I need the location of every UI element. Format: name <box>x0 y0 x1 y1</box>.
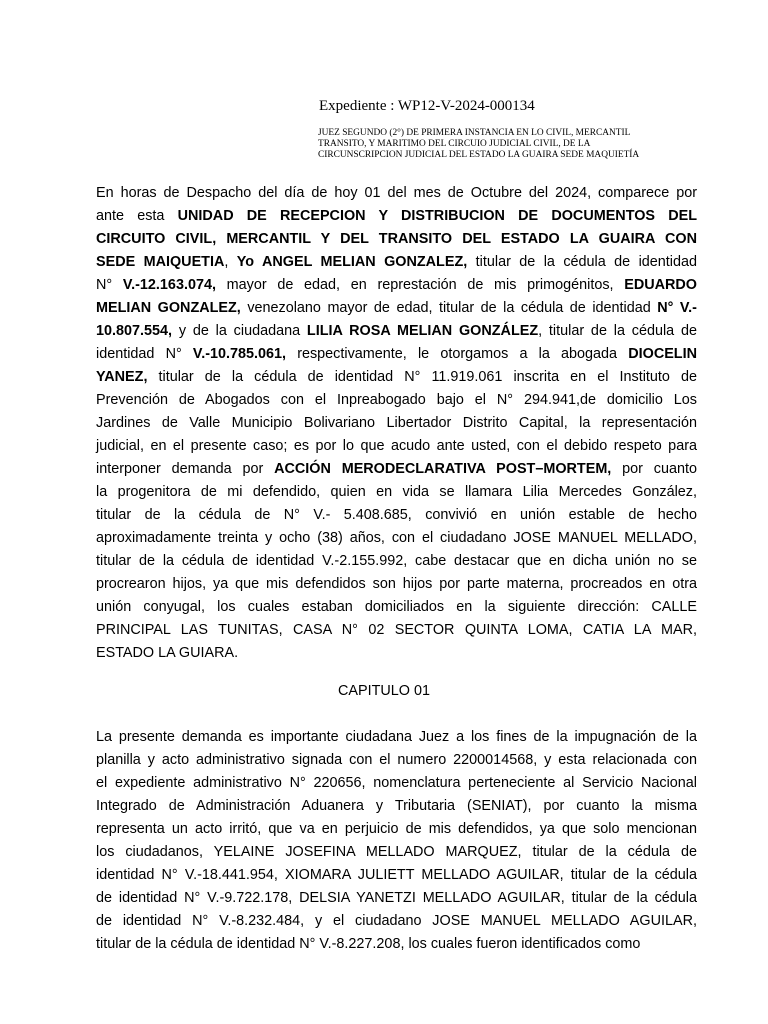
text-run: titular de la cédula de identidad <box>467 254 698 270</box>
text-run: por cuanto <box>611 461 697 477</box>
text-line <box>96 887 697 910</box>
case-number: Expediente : WP12-V-2024-000134 <box>319 98 535 114</box>
text-line <box>96 726 697 749</box>
text-line <box>96 619 697 642</box>
court-heading <box>318 128 718 161</box>
text-run: unión conyugal, los cuales estaban domiciliados en la siguiente dirección: CALLE <box>96 599 697 615</box>
bold-text-run: V.-10.785.061, <box>192 346 287 362</box>
text-line <box>96 458 697 481</box>
text-line <box>96 573 697 596</box>
impugnation-paragraph <box>96 726 697 956</box>
text-line <box>96 527 697 550</box>
text-line <box>96 504 697 527</box>
text-run: titular de la cédula de identidad N° V.-8.227.208, los cuales fueron identificados como <box>96 936 641 952</box>
text-run: , <box>224 254 237 270</box>
text-run: identidad N° <box>96 346 193 362</box>
text-run: N° <box>96 277 123 293</box>
court-heading-line: CIRCUNSCRIPCION JUDICIAL DEL ESTADO LA GUAIRA SEDE MAQUIETÍA <box>318 150 640 160</box>
text-run: los ciudadanos, YELAINE JOSEFINA MELLADO MARQUEZ, titular de la cédula de <box>96 844 697 860</box>
bold-text-run: EDUARDO <box>624 277 697 293</box>
text-line <box>96 772 697 795</box>
bold-text-run: DIOCELIN <box>628 346 697 362</box>
bold-text-run: UNIDAD DE RECEPCION Y DISTRIBUCION DE DOCUMENTOS DEL <box>177 208 697 224</box>
text-line <box>96 864 697 887</box>
bold-text-run: LILIA ROSA MELIAN GONZÁLEZ <box>306 323 539 339</box>
text-run: procrearon hijos, ya que mis defendidos son hijos por parte materna, procreados en otra <box>96 576 697 592</box>
text-run: interponer demanda por <box>96 461 275 477</box>
text-line <box>96 366 697 389</box>
bold-text-run: SEDE MAIQUETIA <box>96 254 225 270</box>
bold-text-run: N° V.- <box>657 300 697 316</box>
text-line <box>96 910 697 933</box>
text-run: PRINCIPAL LAS TUNITAS, CASA N° 02 SECTOR QUINTA LOMA, CATIA LA MAR, <box>96 622 697 638</box>
text-line <box>96 205 697 228</box>
text-run: y de la ciudadana <box>172 323 307 339</box>
text-line <box>96 228 697 251</box>
bold-text-run: CIRCUITO CIVIL, MERCANTIL Y DEL TRANSITO DEL ESTADO LA GUAIRA CON <box>96 231 697 247</box>
text-run: ESTADO LA GUIARA. <box>96 645 239 661</box>
text-line <box>96 642 697 665</box>
text-run: Prevención de Abogados con el Inpreabogado bajo el N° 294.941,de domicilio Los <box>96 392 697 408</box>
chapter-heading: CAPITULO 01 <box>338 683 430 699</box>
text-run: ante esta <box>96 208 178 224</box>
text-run: judicial, en el presente caso; es por lo que acudo ante usted, con el debido respeto para <box>96 438 697 454</box>
text-run: La presente demanda es importante ciudadana Juez a los fines de la impugnación de la <box>96 729 697 745</box>
bold-text-run: YANEZ, <box>96 369 148 385</box>
text-line <box>96 841 697 864</box>
text-run: , titular de la cédula de <box>538 323 697 339</box>
text-line <box>96 274 697 297</box>
text-line <box>96 182 697 205</box>
court-heading-line: JUEZ SEGUNDO (2°) DE PRIMERA INSTANCIA EN LO CIVIL, MERCANTIL <box>318 128 631 138</box>
text-line <box>96 481 697 504</box>
text-line <box>96 297 697 320</box>
text-run: Jardines de Valle Municipio Bolivariano Libertador Distrito Capital, la representación <box>96 415 697 431</box>
bold-text-run: Yo ANGEL MELIAN GONZALEZ, <box>236 254 468 270</box>
text-line <box>96 412 697 435</box>
text-run: representa un acto irritó, que va en perjuicio de mis defendidos, ya que solo mencionan <box>96 821 697 837</box>
bold-text-run: MELIAN GONZALEZ, <box>96 300 241 316</box>
text-run: de identidad N° V.-8.232.484, y el ciudadano JOSE MANUEL MELLADO AGUILAR, <box>96 913 697 929</box>
bold-text-run: V.-12.163.074, <box>122 277 216 293</box>
text-run: Integrado de Administración Aduanera y Tributaria (SENIAT), por cuanto la misma <box>96 798 697 814</box>
text-line <box>96 343 697 366</box>
text-run: titular de la cédula de identidad V.-2.155.992, cabe destacar que en dicha unión no se <box>96 553 697 569</box>
text-run: titular de la cédula de identidad N° 11.919.061 inscrita en el Instituto de <box>147 369 697 385</box>
text-run: planilla y acto administrativo signada con el numero 2200014568, y esta relacionada con <box>96 752 697 768</box>
text-line <box>96 389 697 412</box>
text-line <box>96 749 697 772</box>
text-line <box>96 933 697 956</box>
text-run: identidad N° V.-18.441.954, XIOMARA JULIETT MELLADO AGUILAR, titular de la cédula <box>96 867 697 883</box>
text-run: aproximadamente treinta y ocho (38) años, con el ciudadano JOSE MANUEL MELLADO, <box>96 530 697 546</box>
text-run: En horas de Despacho del día de hoy 01 del mes de Octubre del 2024, comparece por <box>96 185 697 201</box>
bold-text-run: 10.807.554, <box>96 323 173 339</box>
text-run: venezolano mayor de edad, titular de la cédula de identidad <box>240 300 658 316</box>
text-line <box>96 818 697 841</box>
text-run: el expediente administrativo N° 220656, nomenclatura perteneciente al Servicio Nacional <box>96 775 697 791</box>
bold-text-run: ACCIÓN MERODECLARATIVA POST–MORTEM, <box>274 461 612 477</box>
text-line <box>96 435 697 458</box>
text-run: titular de la cédula de N° V.- 5.408.685, convivió en unión estable de hecho <box>96 507 697 523</box>
text-run: de identidad N° V.-9.722.178, DELSIA YANETZI MELLADO AGUILAR, titular de la cédula <box>96 890 697 906</box>
court-heading-line: TRANSITO, Y MARITIMO DEL CIRCUIO JUDICIAL CIVIL, DE LA <box>318 139 591 149</box>
text-run: mayor de edad, en represtación de mis primogénitos, <box>215 277 625 293</box>
text-line <box>96 251 697 274</box>
text-line <box>96 320 697 343</box>
text-line <box>96 596 697 619</box>
text-run: respectivamente, le otorgamos a la abogada <box>286 346 629 362</box>
text-line <box>96 795 697 818</box>
text-line <box>96 550 697 573</box>
petition-paragraph <box>96 182 697 665</box>
text-run: la progenitora de mi defendido, quien en vida se llamara Lilia Mercedes González, <box>96 484 697 500</box>
